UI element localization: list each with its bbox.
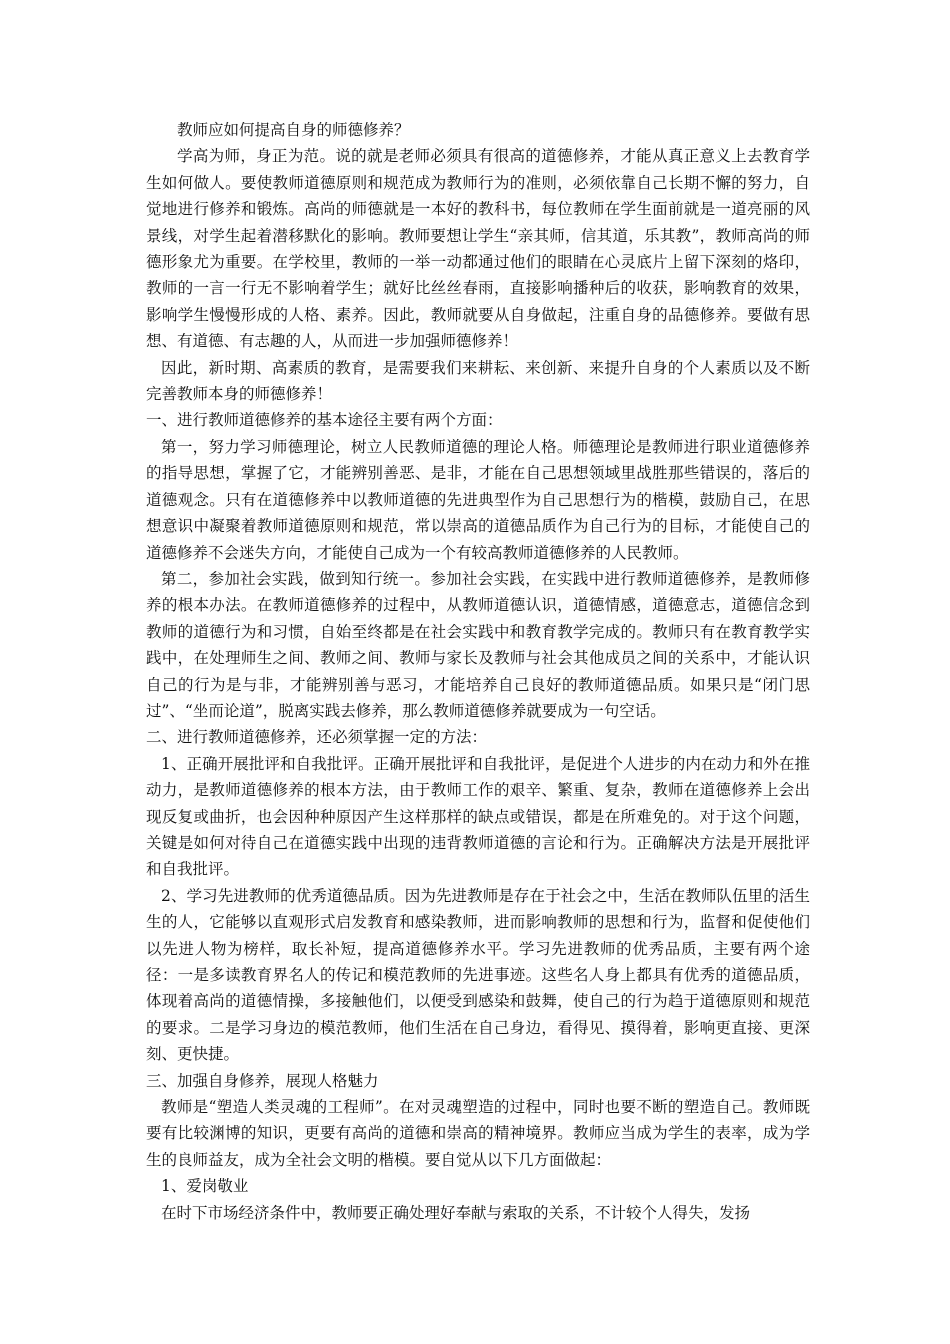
section-heading-2: 二、进行教师道德修养，还必须掌握一定的方法： (146, 728, 488, 747)
section-heading-1: 一、进行教师道德修养的基本途径主要有两个方面： (146, 411, 503, 430)
document-body (146, 117, 810, 1226)
paragraph-therefore: 因此，新时期、高素质的教育，是需要我们来耕耘、来创新、来提升自身的个人素质以及不断完善教师本身的师德修养！ (146, 358, 810, 404)
paragraph-second-way: 第二，参加社会实践，做到知行统一。参加社会实践，在实践中进行教师道德修养，是教师修养的根本办法。在教师道德修养的过程中，从教师道德认识，道德情感，道德意志，道德信念到教师的道德行为和习惯，自始至终都是在社会实践中和教育教学完成的。教师只有在教育教学实践中，在处理师生之间、教师之间、教师与家长及教师与社会其他成员之间的关系中，才能认识自己的行为是与非，才能辨别善与恶习，才能培养自己良好的教师道德品质。如果只是“闭门思过”、“坐而论道”，脱离实践去修养，那么教师道德修养就要成为一句空话。 (146, 569, 810, 720)
document-title: 教师应如何提高自身的师德修养？ (177, 121, 410, 139)
subheading-dedication: 1、爱岗敬业 (161, 1177, 249, 1196)
paragraph-first-way: 第一，努力学习师德理论，树立人民教师道德的理论人格。师德理论是教师进行职业道德修养的指导思想，掌握了它，才能辨别善恶、是非，才能在自己思想领域里战胜那些错误的，落后的道德观念。只有在道德修养中以教师道德的先进典型作为自己思想行为的楷模，鼓励自己，在思想意识中凝聚着教师道德原则和规范，常以崇高的道德品质作为自己行为的目标，才能使自己的道德修养不会迷失方向，才能使自己成为一个有较高教师道德修养的人民教师。 (146, 437, 810, 562)
paragraph-method-1: 1、正确开展批评和自我批评。正确开展批评和自我批评，是促进个人进步的内在动力和外在推动力，是教师道德修养的根本方法，由于教师工作的艰辛、繁重、复杂，教师在道德修养上会出现反复或曲折，也会因种种原因产生这样那样的缺点或错误，都是在所难免的。对于这个问题，关键是如何对待自己在道德实践中出现的违背教师道德的言论和行为。正确解决方法是开展批评和自我批评。 (146, 754, 810, 879)
section-heading-3: 三、加强自身修养，展现人格魅力 (146, 1071, 379, 1090)
paragraph-teacher-role: 教师是“塑造人类灵魂的工程师”。在对灵魂塑造的过程中，同时也要不断的塑造自己。教师既要有比较渊博的知识，更要有高尚的道德和崇高的精神境界。教师应当成为学生的表率，成为学生的良师益友，成为全社会文明的楷模。要自觉从以下几方面做起： (146, 1098, 810, 1169)
paragraph-method-2: 2、学习先进教师的优秀道德品质。因为先进教师是存在于社会之中，生活在教师队伍里的活生生的人，它能够以直观形式启发教育和感染教师，进而影响教师的思想和行为，监督和促使他们以先进人物为榜样，取长补短，提高道德修养水平。学习先进教师的优秀品质，主要有两个途径：一是多读教育界名人的传记和模范教师的先进事迹。这些名人身上都具有优秀的道德品质，体现着高尚的道德情操，多接触他们，以便受到感染和鼓舞，使自己的行为趋于道德原则和规范的要求。二是学习身边的模范教师，他们生活在自己身边，看得见、摸得着，影响更直接、更深刻、更快捷。 (146, 886, 810, 1064)
paragraph-intro: 学高为师，身正为范。说的就是老师必须具有很高的道德修养，才能从真正意义上去教育学生如何做人。要使教师道德原则和规范成为教师行为的准则，必须依靠自己长期不懈的努力，自觉地进行修养和锻炼。高尚的师德就是一本好的教科书，每位教师在学生面前就是一道亮丽的风景线，对学生起着潜移默化的影响。教师要想让学生“亲其师，信其道，乐其教”，教师高尚的师德形象尤为重要。在学校里，教师的一举一动都通过他们的眼睛在心灵底片上留下深刻的烙印，教师的一言一行无不影响着学生；就好比丝丝春雨，直接影响播种后的收获，影响教育的效果，影响学生慢慢形成的人格、素养。因此，教师就要从自身做起，注重自身的品德修养。要做有思想、有道德、有志趣的人，从而进一步加强师德修养！ (146, 147, 810, 351)
paragraph-dedication: 在时下市场经济条件中，教师要正确处理好奉献与索取的关系，不计较个人得失，发扬 (161, 1203, 751, 1222)
